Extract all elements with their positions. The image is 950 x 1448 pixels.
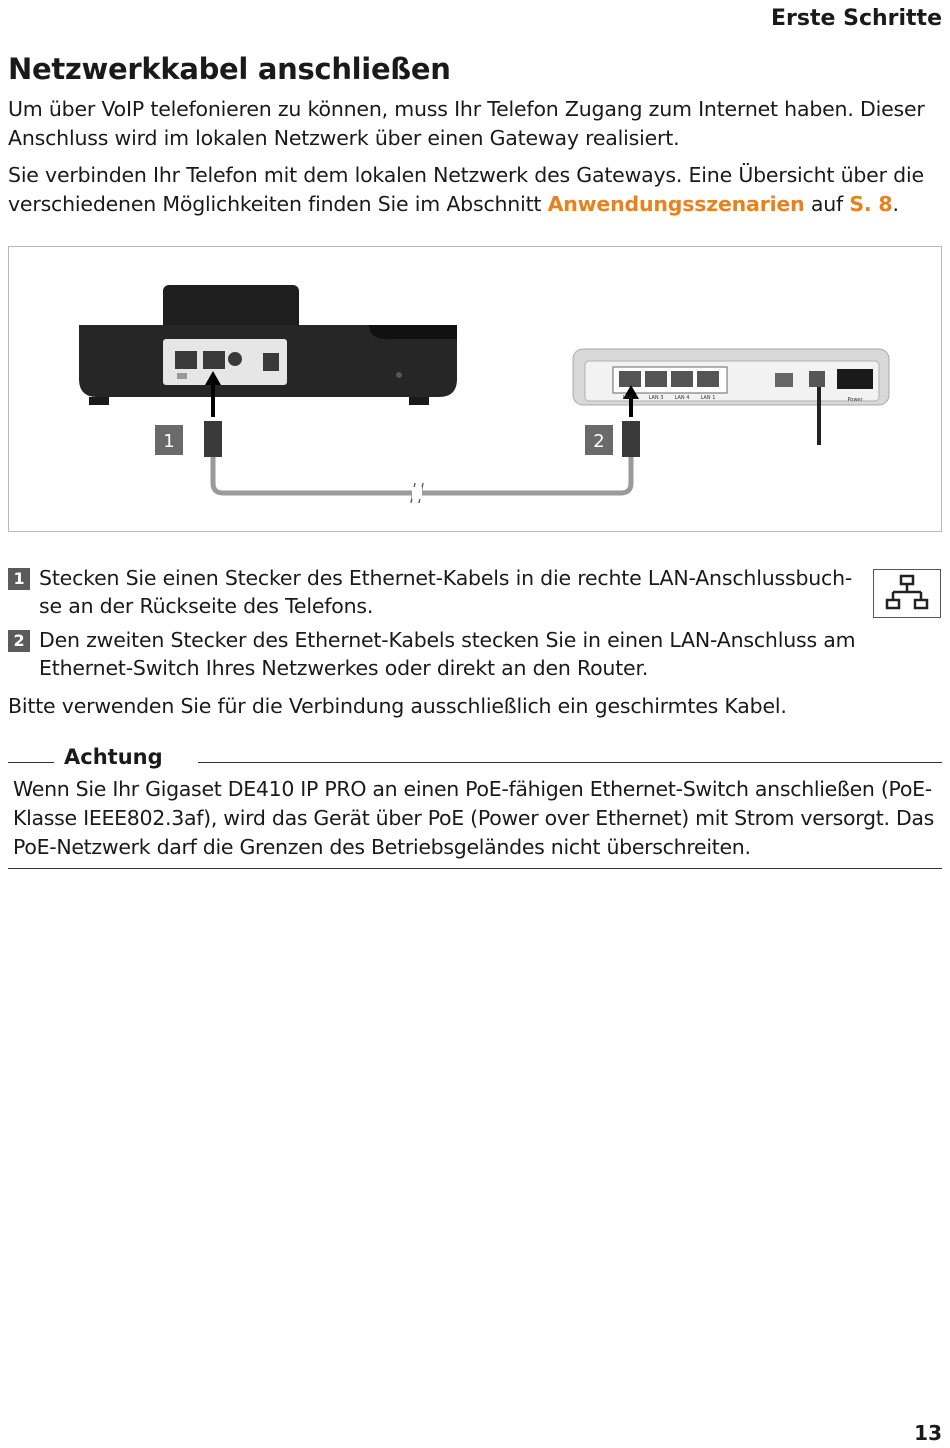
caution-text: Wenn Sie Ihr Gigaset DE410 IP PRO an einen PoE-fähigen Ethernet-Switch anschließen (PoE-Klasse IEEE802.3af), wird das Gerät über PoE (Power over Ethernet) mit Strom versorgt. Das PoE-Netzwerk darf die Grenzen des Betriebsgeländes nicht überschreiten. <box>13 777 935 859</box>
router-port-label: LAN 1 <box>700 395 716 401</box>
network-icon-glyph <box>874 570 940 617</box>
step-number-1: 1 <box>8 568 30 590</box>
router-port-label: LAN 4 <box>674 395 690 401</box>
page-number: 13 <box>914 1421 942 1445</box>
connection-illustration <box>9 247 941 531</box>
scenarios-link[interactable]: Anwendungsszenarien <box>547 192 805 216</box>
router-back-view <box>573 349 889 445</box>
step-2 <box>8 626 868 682</box>
plug-phone <box>204 421 222 457</box>
network-icon <box>873 569 941 618</box>
page-title: Netzwerkkabel anschließen <box>8 52 451 86</box>
caution-rule-bottom <box>8 868 942 869</box>
phone-back-view <box>79 285 457 405</box>
intro-text: Sie verbinden Ihr Telefon mit dem lokalen Netzwerk des Gateways. Eine Übersicht über die verschiedenen Möglichkeiten finden Sie im Abschnitt <box>8 163 924 216</box>
caution-label: Achtung <box>64 745 163 769</box>
intro-text-middle: auf <box>804 192 850 216</box>
router-port-label: LAN 3 <box>648 395 664 401</box>
caution-rule-right <box>198 762 942 763</box>
connection-diagram <box>8 246 942 532</box>
running-header: Erste Schritte <box>771 6 942 31</box>
caution-rule-left <box>8 762 54 763</box>
step-text-1: Stecken Sie einen Stecker des Ethernet-Kabels in die rechte LAN-Anschlussbuch-se an der Rückseite des Telefons. <box>39 566 853 618</box>
plug-router <box>622 421 640 457</box>
router-port-label: LAN 2 <box>622 395 638 401</box>
intro-text-end: . <box>892 192 899 216</box>
cable-note: Bitte verwenden Sie für die Verbindung ausschließlich ein geschirmtes Kabel. <box>8 694 787 718</box>
step-1 <box>8 564 868 620</box>
page-reference-link[interactable]: S. 8 <box>849 192 893 216</box>
intro-paragraph-1: Um über VoIP telefonieren zu können, muss Ihr Telefon Zugang zum Internet haben. Dieser Anschluss wird im lokalen Netzwerk über einen Gateway realisiert. <box>8 97 925 150</box>
intro-paragraph-2 <box>8 161 942 219</box>
callout-2: 2 <box>593 431 605 452</box>
callout-1: 1 <box>163 431 175 452</box>
router-port-label: Power <box>847 397 863 403</box>
step-text-2: Den zweiten Stecker des Ethernet-Kabels stecken Sie in einen LAN-Anschluss am Ethernet-Switch Ihres Netzwerkes oder direkt an den Router. <box>39 628 856 680</box>
step-number-2: 2 <box>8 630 30 652</box>
